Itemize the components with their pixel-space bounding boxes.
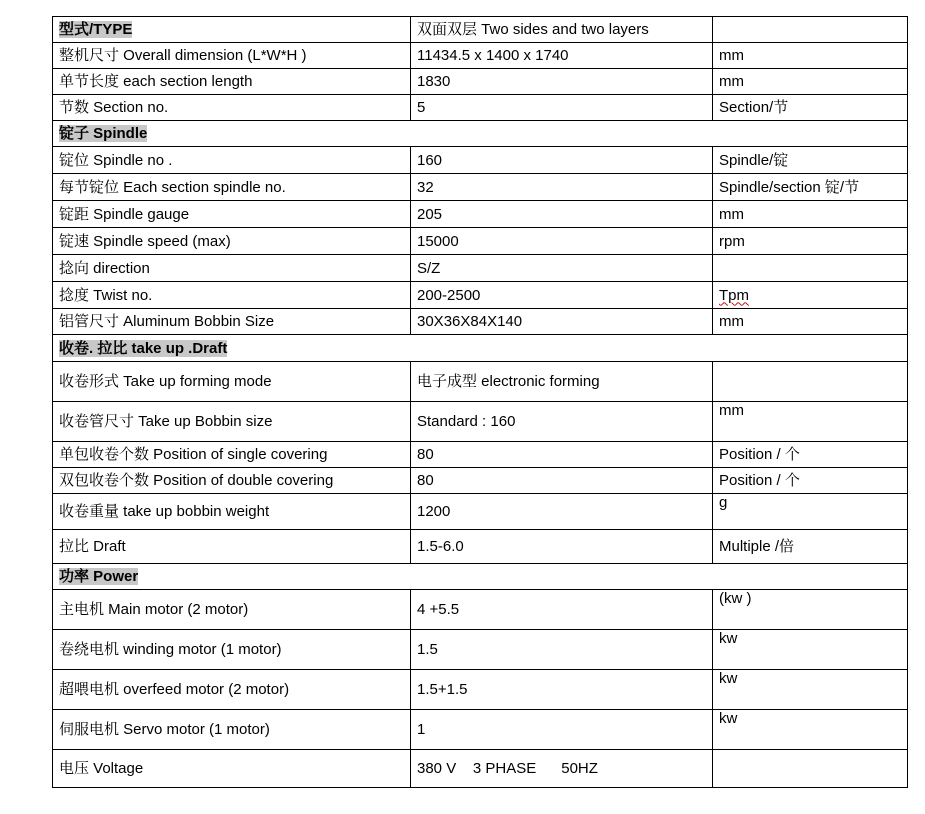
type-row: [53, 17, 908, 43]
row-value: Standard : 160: [411, 402, 713, 442]
row-label: 卷绕电机 winding motor (1 motor): [53, 630, 411, 670]
type-label-cell: [53, 17, 411, 43]
row-value: 80: [411, 468, 713, 494]
section-header-cell: [53, 335, 908, 362]
row-label: 拉比 Draft: [53, 530, 411, 564]
row-unit: kw: [713, 710, 908, 750]
row-unit: Section/节: [713, 95, 908, 121]
row-unit: mm: [713, 402, 908, 442]
row-unit: kw: [713, 630, 908, 670]
row-label: 伺服电机 Servo motor (1 motor): [53, 710, 411, 750]
row-value: 30X36X84X140: [411, 309, 713, 335]
table-row: [53, 402, 908, 442]
row-label: 收卷管尺寸 Take up Bobbin size: [53, 402, 411, 442]
row-value: 电子成型 electronic forming: [411, 362, 713, 402]
table-row: [53, 442, 908, 468]
row-value: 32: [411, 174, 713, 201]
row-value: 380 V 3 PHASE 50HZ: [411, 750, 713, 788]
row-unit: mm: [713, 309, 908, 335]
section-header-power: [53, 564, 908, 590]
table-row: [53, 590, 908, 630]
row-value: 200-2500: [411, 282, 713, 309]
row-value: 1830: [411, 69, 713, 95]
table-row: [53, 670, 908, 710]
table-row: [53, 468, 908, 494]
row-unit: mm: [713, 69, 908, 95]
table-row: [53, 201, 908, 228]
row-unit: mm: [713, 201, 908, 228]
table-row: [53, 309, 908, 335]
row-value: 11434.5 x 1400 x 1740: [411, 43, 713, 69]
table-row: [53, 95, 908, 121]
row-label: 锭距 Spindle gauge: [53, 201, 411, 228]
section-header-label: 收卷. 拉比 take up .Draft: [59, 339, 228, 357]
row-value: 80: [411, 442, 713, 468]
row-unit: Spindle/锭: [713, 147, 908, 174]
row-unit: [713, 750, 908, 788]
table-row: [53, 710, 908, 750]
row-value: 1: [411, 710, 713, 750]
row-unit: [713, 255, 908, 282]
section-header-label: 功率 Power: [59, 568, 139, 585]
table-row: [53, 228, 908, 255]
table-row: [53, 494, 908, 530]
type-unit: [713, 17, 908, 43]
row-value: 205: [411, 201, 713, 228]
section-header-cell: [53, 564, 908, 590]
row-label: 双包收卷个数 Position of double covering: [53, 468, 411, 494]
row-value: 1.5-6.0: [411, 530, 713, 564]
row-unit: Spindle/section 锭/节: [713, 174, 908, 201]
row-label: 节数 Section no.: [53, 95, 411, 121]
row-label: 电压 Voltage: [53, 750, 411, 788]
table-row: [53, 174, 908, 201]
table-row: [53, 69, 908, 95]
row-value: 1200: [411, 494, 713, 530]
row-label: 整机尺寸 Overall dimension (L*W*H ): [53, 43, 411, 69]
row-unit: rpm: [713, 228, 908, 255]
row-label: 捻度 Twist no.: [53, 282, 411, 309]
row-value: 1.5+1.5: [411, 670, 713, 710]
table-row: [53, 530, 908, 564]
row-label: 收卷重量 take up bobbin weight: [53, 494, 411, 530]
row-value: 15000: [411, 228, 713, 255]
section-header-cell: [53, 121, 908, 147]
row-unit: Position / 个: [713, 468, 908, 494]
row-unit: kw: [713, 670, 908, 710]
type-label: 型式/TYPE: [59, 21, 133, 38]
row-unit: [713, 362, 908, 402]
table-row: [53, 630, 908, 670]
row-label: 铝管尺寸 Aluminum Bobbin Size: [53, 309, 411, 335]
row-value: S/Z: [411, 255, 713, 282]
row-label: 捻向 direction: [53, 255, 411, 282]
row-label: 主电机 Main motor (2 motor): [53, 590, 411, 630]
table-row: [53, 750, 908, 788]
section-header-takeup: [53, 335, 908, 362]
row-unit: Position / 个: [713, 442, 908, 468]
row-value: 5: [411, 95, 713, 121]
row-unit: [713, 282, 908, 309]
table-row: [53, 147, 908, 174]
row-label: 单包收卷个数 Position of single covering: [53, 442, 411, 468]
row-unit: Multiple /倍: [713, 530, 908, 564]
row-unit: g: [713, 494, 908, 530]
table-row: [53, 43, 908, 69]
row-value: 1.5: [411, 630, 713, 670]
section-header-label: 锭子 Spindle: [59, 125, 148, 142]
table-row: [53, 362, 908, 402]
row-label: 超喂电机 overfeed motor (2 motor): [53, 670, 411, 710]
row-label: 收卷形式 Take up forming mode: [53, 362, 411, 402]
row-unit: (kw ): [713, 590, 908, 630]
type-value: 双面双层 Two sides and two layers: [411, 17, 713, 43]
row-label: 单节长度 each section length: [53, 69, 411, 95]
table-row: [53, 255, 908, 282]
section-header-spindle: [53, 121, 908, 147]
table-row: [53, 282, 908, 309]
spec-table: [52, 16, 908, 788]
spellcheck-word: Tpm: [719, 286, 749, 304]
row-value: 160: [411, 147, 713, 174]
row-label: 锭位 Spindle no .: [53, 147, 411, 174]
row-label: 每节锭位 Each section spindle no.: [53, 174, 411, 201]
row-label: 锭速 Spindle speed (max): [53, 228, 411, 255]
row-value: 4 +5.5: [411, 590, 713, 630]
row-unit: mm: [713, 43, 908, 69]
